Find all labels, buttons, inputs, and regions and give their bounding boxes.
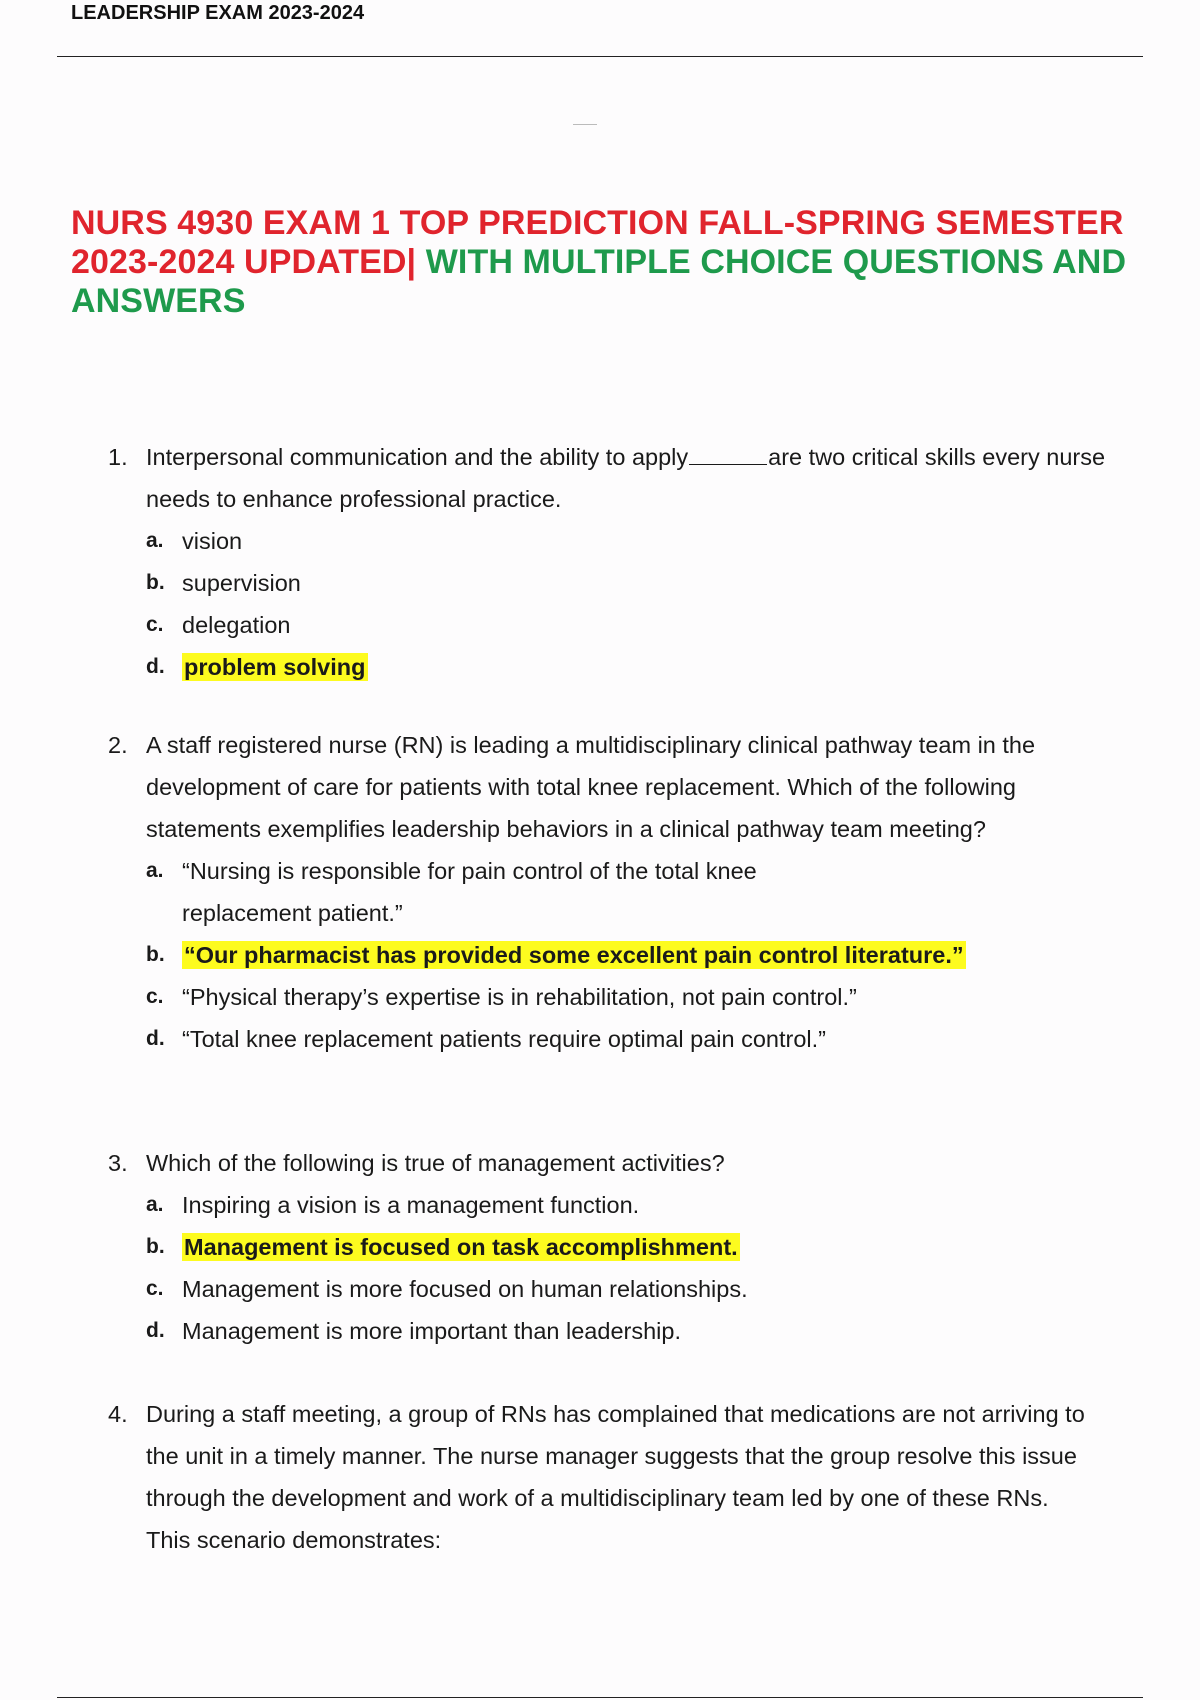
option-letter: a. [146,1193,164,1216]
option-text: “Total knee replacement patients require optimal pain control.” [182,1026,826,1052]
option-b-correct [108,1226,1108,1268]
question-number: 3. [108,1150,128,1176]
option-c [108,976,1108,1018]
option-letter: d. [146,1319,165,1342]
option-text: vision [182,528,243,554]
question-text: During a staff meeting, a group of RNs has complained that medications are not arriving to the unit in a timely manner. The nurse manager suggests that the group resolve this issue through the development and work of a multidisciplinary team led by one of these RNs. This scenario demonstrates: [146,1401,1085,1553]
option-text: Management is more focused on human relationships. [182,1276,748,1302]
option-text: “Nursing is responsible for pain control of the total knee replacement patient.” [182,858,757,926]
option-text: Management is more important than leadership. [182,1318,681,1344]
header-divider [57,56,1143,57]
question-text-after-blank: are two critical skills every nurse needs to enhance professional practice. [146,444,1106,512]
option-a [108,1184,1108,1226]
option-text: “Physical therapy’s expertise is in rehabilitation, not pain control.” [182,984,857,1010]
option-b [108,562,1108,604]
decorative-dash [573,124,597,125]
option-a [108,850,1108,934]
option-letter: b. [146,943,165,966]
question-number: 2. [108,732,128,758]
option-letter: b. [146,1235,165,1258]
option-letter: d. [146,1027,165,1050]
question-1 [108,436,1108,688]
option-text: Inspiring a vision is a management function. [182,1192,640,1218]
option-b-correct [108,934,1108,976]
question-text: A staff registered nurse (RN) is leading a multidisciplinary clinical pathway team in the development of care for patients with total knee replacement. Which of the following statements exemplifies leadership behaviors in a clinical pathway team meeting? [146,732,1036,842]
footer-divider [57,1697,1143,1698]
document-title-green: WITH MULTIPLE CHOICE QUESTIONS AND ANSWERS [71,243,1127,320]
option-d [108,1310,1108,1352]
question-text: Which of the following is true of management activities? [146,1150,725,1176]
document-title [71,204,1131,321]
header-title: LEADERSHIP EXAM 2023-2024 [71,2,365,24]
option-letter: b. [146,571,165,594]
question-text [146,436,1108,520]
option-c [108,604,1108,646]
option-text-wrap [182,1226,1108,1268]
question-4 [108,1393,1108,1561]
question-number: 1. [108,444,128,470]
option-text-wrap [182,646,1108,688]
answer-blank [689,442,767,465]
option-letter: c. [146,1277,164,1300]
option-d [108,1018,1108,1060]
question-3 [108,1142,1108,1352]
option-d-correct [108,646,1108,688]
option-text-wrap [182,934,1108,976]
document-title-red: NURS 4930 EXAM 1 TOP PREDICTION FALL-SPRING SEMESTER 2023-2024 UPDATED| [71,204,1124,281]
option-letter: d. [146,655,165,678]
option-letter: a. [146,859,164,882]
option-letter: a. [146,529,164,552]
highlighted-answer: “Our pharmacist has provided some excellent pain control literature.” [184,942,964,968]
options-list [108,850,1108,1060]
option-a [108,520,1108,562]
option-text: supervision [182,570,301,596]
question-2 [108,724,1108,1060]
highlighted-answer: Management is focused on task accomplishment. [184,1234,738,1260]
options-list [108,1184,1108,1352]
option-letter: c. [146,613,164,636]
option-text: delegation [182,612,291,638]
question-text-before-blank: Interpersonal communication and the ability to apply [146,444,689,470]
highlighted-answer: problem solving [184,654,366,680]
question-number: 4. [108,1401,128,1427]
option-letter: c. [146,985,164,1008]
option-c [108,1268,1108,1310]
options-list [108,520,1108,688]
